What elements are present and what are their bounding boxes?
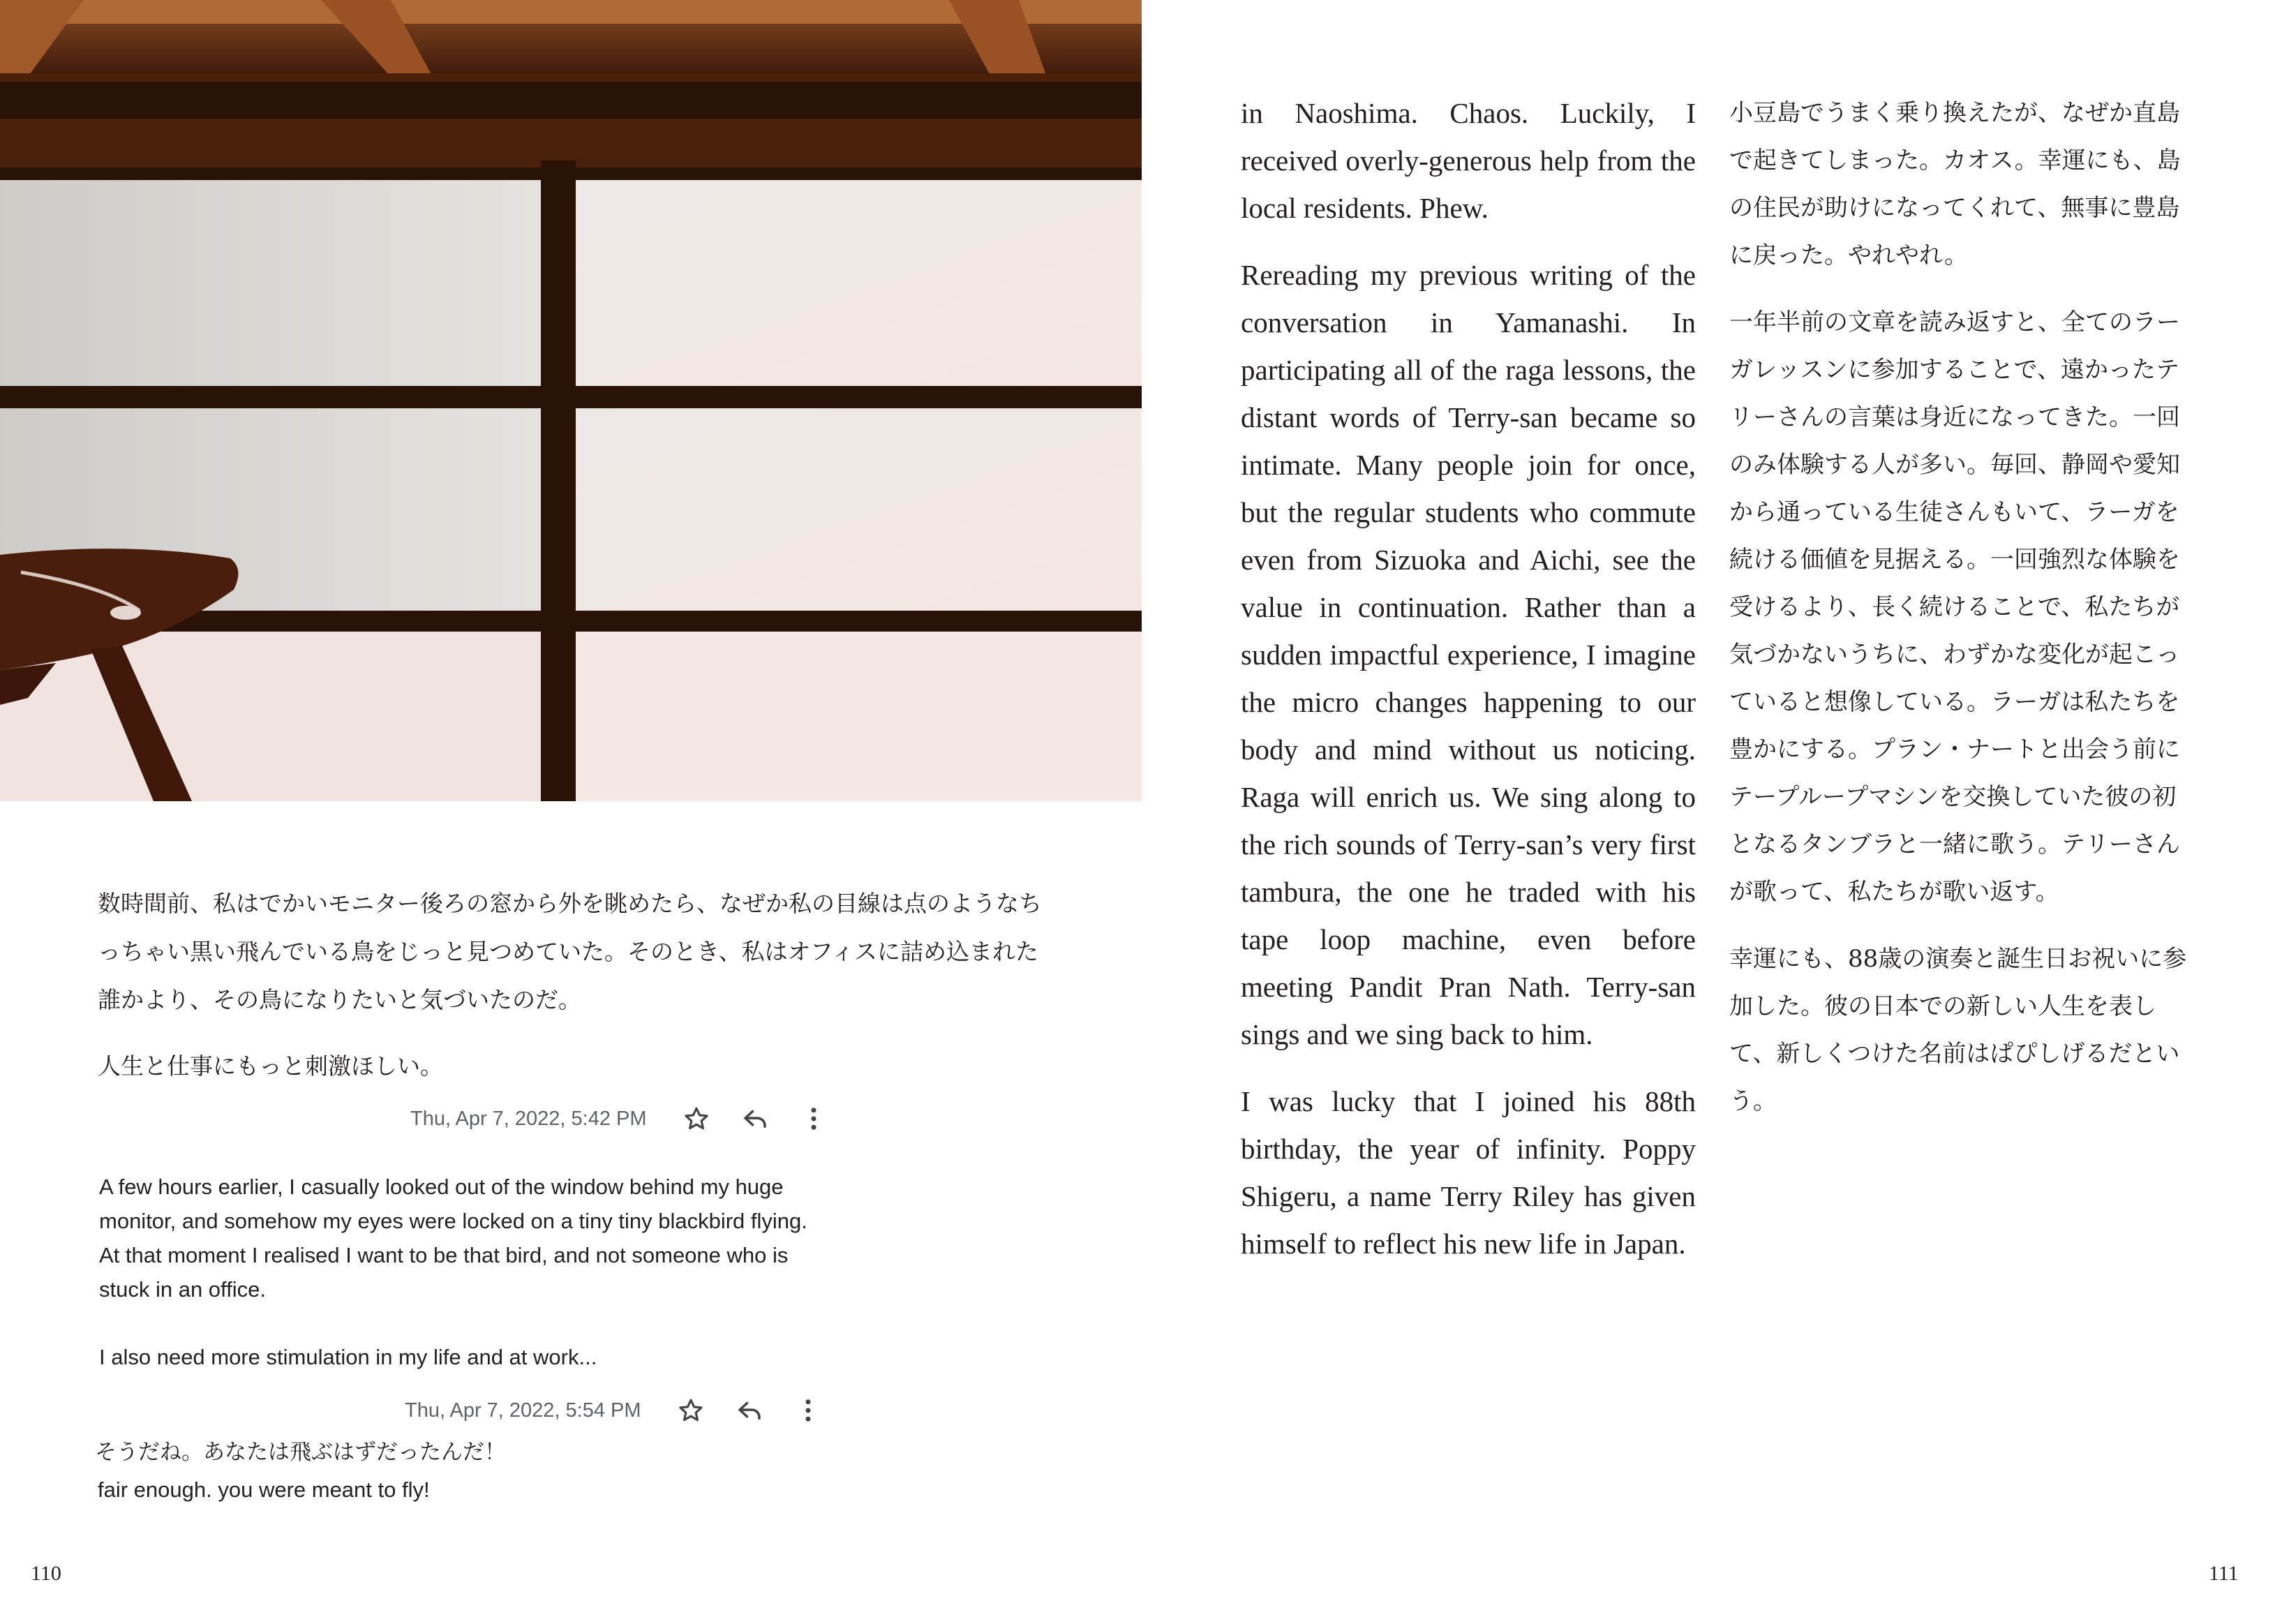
right-en-column [1241,89,1696,1287]
right-en-paragraph-2: Rereading my previous writing of the conversation in Yamanashi. In participating all of the raga lessons, the distant words of Terry-san became so intimate. Many people join for once, but the regular students who commute even from Sizuoka and Aichi, see the value in continuation. Rather than a sudden impactful experience, I imagine the micro changes happening to our body and mind without us noticing. Raga will enrich us. We sing along to the rich sounds of Terry-san’s very first tambura, the one he traded with his tape loop machine, even before meeting Pandit Pran Nath. Terry-san sings and we sing back to him. [1241,259,1696,1050]
email-header-2 [405,1393,849,1428]
more-vert-icon[interactable] [791,1393,826,1428]
left-jp-paragraph-2: 人生と仕事にもっと刺激ほしい。 [98,1052,443,1080]
email-body-line-2: monitor, and somehow my eyes were locked on a tiny tiny blackbird flying. [99,1209,807,1233]
star-icon[interactable] [679,1101,714,1136]
star-icon[interactable] [673,1393,708,1428]
email-body-line-5: I also need more stimulation in my life and at work... [99,1345,597,1369]
right-jp-paragraph-2: 一年半前の文章を読み返すと、全てのラーガレッスンに参加することで、遠かったテリーさんの言葉は身近になってきた。一回のみ体験する人が多い。毎回、静岡や愛知から通っている生徒さんもいて、ラーガを続ける価値を見据える。一回強烈な体験を受けるより、長く続けることで、私たちが気づかないうちに、わずかな変化が起こっていると想像している。ラーガは私たちを豊かにする。プラン・ナートと出会う前にテープループマシンを交換していた彼の初となるタンブラと一緒に歌う。テリーさんが歌って、私たちが歌い返す。 [1729,308,2180,906]
email-body-line-3: At that moment I realised I want to be that bird, and not someone who is [99,1243,789,1267]
window-photo-illustration [0,0,1142,801]
email-header-1 [410,1101,855,1136]
email-date-1: Thu, Apr 7, 2022, 5:42 PM [410,1107,647,1130]
reply-jp: そうだね。あなたは飛ぶはずだったんだ！ [95,1440,506,1465]
page-number-left: 110 [31,1562,61,1585]
reply-icon[interactable] [738,1101,773,1136]
right-en-paragraph-1: in Naoshima. Chaos. Luckily, I received overly-generous help from the local residents. Phew. [1241,97,1696,224]
right-jp-paragraph-1: 小豆島でうまく乗り換えたが、なぜか直島で起きてしまった。カオス。幸運にも、島の住民が助けになってくれて、無事に豊島に戻った。やれやれ。 [1729,99,2181,269]
page-number-right: 111 [2209,1562,2239,1585]
reply-icon[interactable] [732,1393,767,1428]
email-body-1b [99,1340,923,1374]
email-body-line-1: A few hours earlier, I casually looked out of the window behind my huge [99,1175,784,1199]
email-reply [95,1433,506,1509]
left-jp-text [98,879,1047,1108]
reply-en: fair enough. you were meant to fly! [98,1477,430,1502]
right-jp-column [1729,89,2190,1145]
email-body-1 [99,1170,923,1306]
left-jp-paragraph-1: 数時間前、私はでかいモニター後ろの窓から外を眺めたら、なぜか私の目線は点のようなちっちゃい黒い飛んでいる鳥をじっと見つめていた。そのとき、私はオフィスに詰め込まれた誰かより、その鳥になりたいと気づいたのだ。 [98,890,1042,1013]
window-photo [0,0,1142,801]
right-jp-paragraph-3: 幸運にも、88歳の演奏と誕生日お祝いに参加した。彼の日本での新しい人生を表して、新しくつけた名前はぱぴしげるだという。 [1729,945,2187,1115]
email-body-line-4: stuck in an office. [99,1277,266,1302]
more-vert-icon[interactable] [796,1101,831,1136]
right-en-paragraph-3: I was lucky that I joined his 88th birthday, the year of infinity. Poppy Shigeru, a name Terry Riley has given himself to reflect his new life in Japan. [1241,1085,1696,1260]
email-date-2: Thu, Apr 7, 2022, 5:54 PM [405,1399,641,1422]
